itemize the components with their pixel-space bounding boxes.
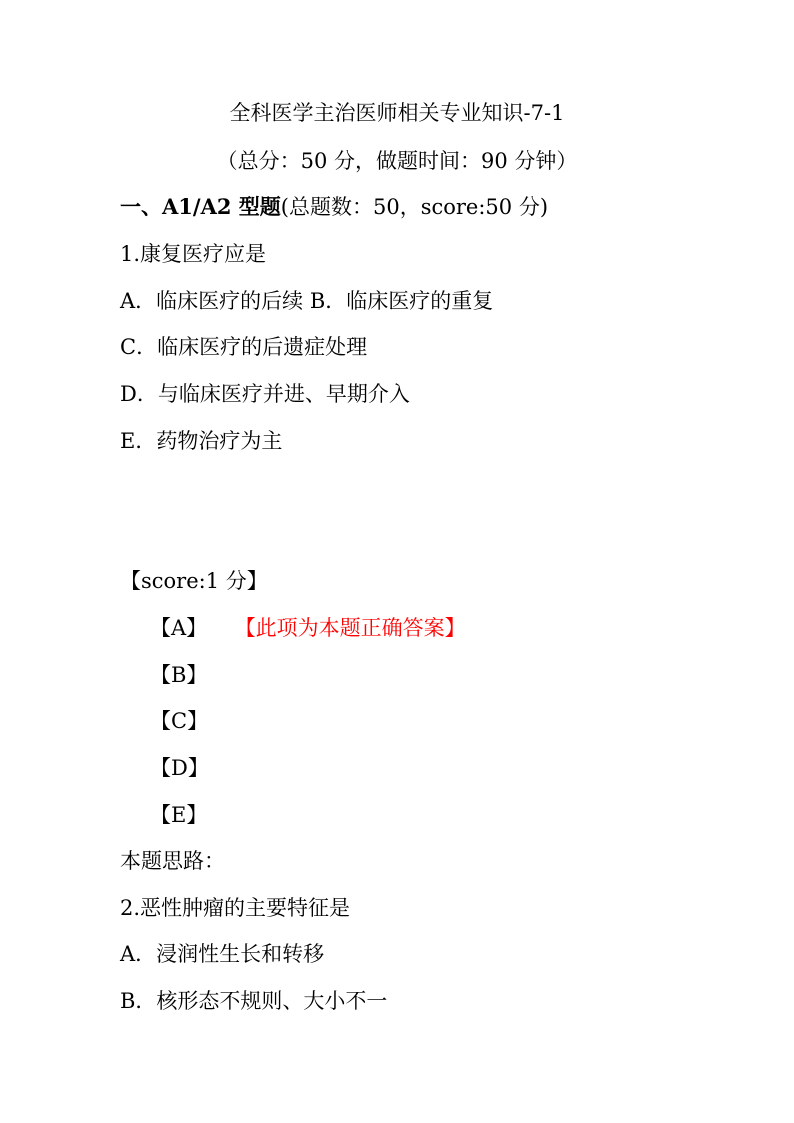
answer-choice-b: 【B】 xyxy=(150,663,208,687)
question-2-option-b: B．核形态不规则、大小不一 xyxy=(120,989,388,1013)
answer-choice-a-label: 【A】 xyxy=(150,616,208,640)
question-1-option-e: E．药物治疗为主 xyxy=(120,429,283,453)
question-2-option-a: A．浸润性生长和转移 xyxy=(120,942,325,966)
section-heading xyxy=(120,192,548,222)
question-1-option-ab: A．临床医疗的后续 B．临床医疗的重复 xyxy=(120,289,494,313)
document-title: 全科医学主治医师相关专业知识-7-1 xyxy=(229,101,565,125)
answer-choice-c: 【C】 xyxy=(150,709,209,733)
section-heading-meta: (总题数：50，score:50 分) xyxy=(280,195,549,219)
document-subtitle: （总分：50 分，做题时间：90 分钟） xyxy=(216,149,578,173)
correct-answer-note: 【此项为本题正确答案】 xyxy=(245,616,466,640)
question-1-option-d: D．与临床医疗并进、早期介入 xyxy=(120,382,410,406)
question-1-explanation-label: 本题思路： xyxy=(120,849,225,873)
answer-choice-e: 【E】 xyxy=(150,803,208,827)
question-2-stem: 2.恶性肿瘤的主要特征是 xyxy=(120,896,351,920)
question-1-option-c: C．临床医疗的后遗症处理 xyxy=(120,335,368,359)
question-1-stem: 1.康复医疗应是 xyxy=(120,242,267,266)
question-1-score: 【score:1 分】 xyxy=(120,569,268,593)
section-heading-title: 一、A1/A2 型题 xyxy=(120,194,281,219)
answer-choice-d: 【D】 xyxy=(150,756,209,780)
answer-choice-a xyxy=(150,613,466,643)
